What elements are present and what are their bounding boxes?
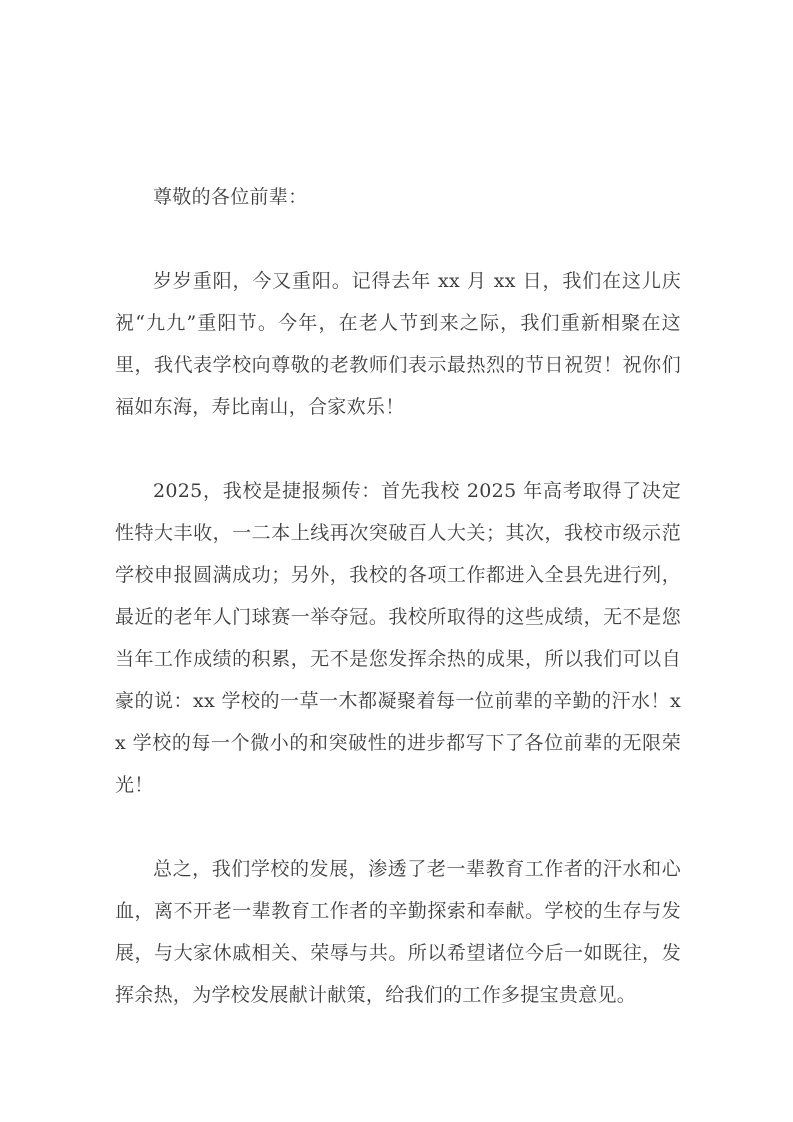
- paragraph-conclusion: 总之，我们学校的发展，渗透了老一辈教育工作者的汗水和心血，离不开老一辈教育工作者的辛勤探索和奉献。学校的生存与发展，与大家休戚相关、荣辱与共。所以希望诸位今后一如既往，发挥余热，为学校发展献计献策，给我们的工作多提宝贵意见。: [115, 858, 681, 1006]
- paragraph-achievements: 2025，我校是捷报频传：首先我校 2025 年高考取得了决定性特大丰收，一二本上线再次突破百人大关；其次，我校市级示范学校申报圆满成功；另外，我校的各项工作都进入全县先进行列，最近的老年人门球赛一举夺冠。我校所取得的这些成绩，无不是您当年工作成绩的积累，无不是您发挥余热的成果，所以我们可以自豪的说：xx 学校的一草一木都凝聚着每一位前辈的辛勤的汗水！xx 学校的每一个微小的和突破性的进步都写下了各位前辈的无限荣光！: [115, 480, 681, 796]
- paragraph-greeting: 岁岁重阳，今又重阳。记得去年 xx 月 xx 日，我们在这儿庆祝“九九”重阳节。今年，在老人节到来之际，我们重新相聚在这里，我代表学校向尊敬的老教师们表示最热烈的节日祝贺！祝你们福如东海，寿比南山，合家欢乐！: [115, 270, 681, 418]
- document-body: [115, 176, 681, 1016]
- paragraph-salutation: 尊敬的各位前辈：: [153, 186, 308, 208]
